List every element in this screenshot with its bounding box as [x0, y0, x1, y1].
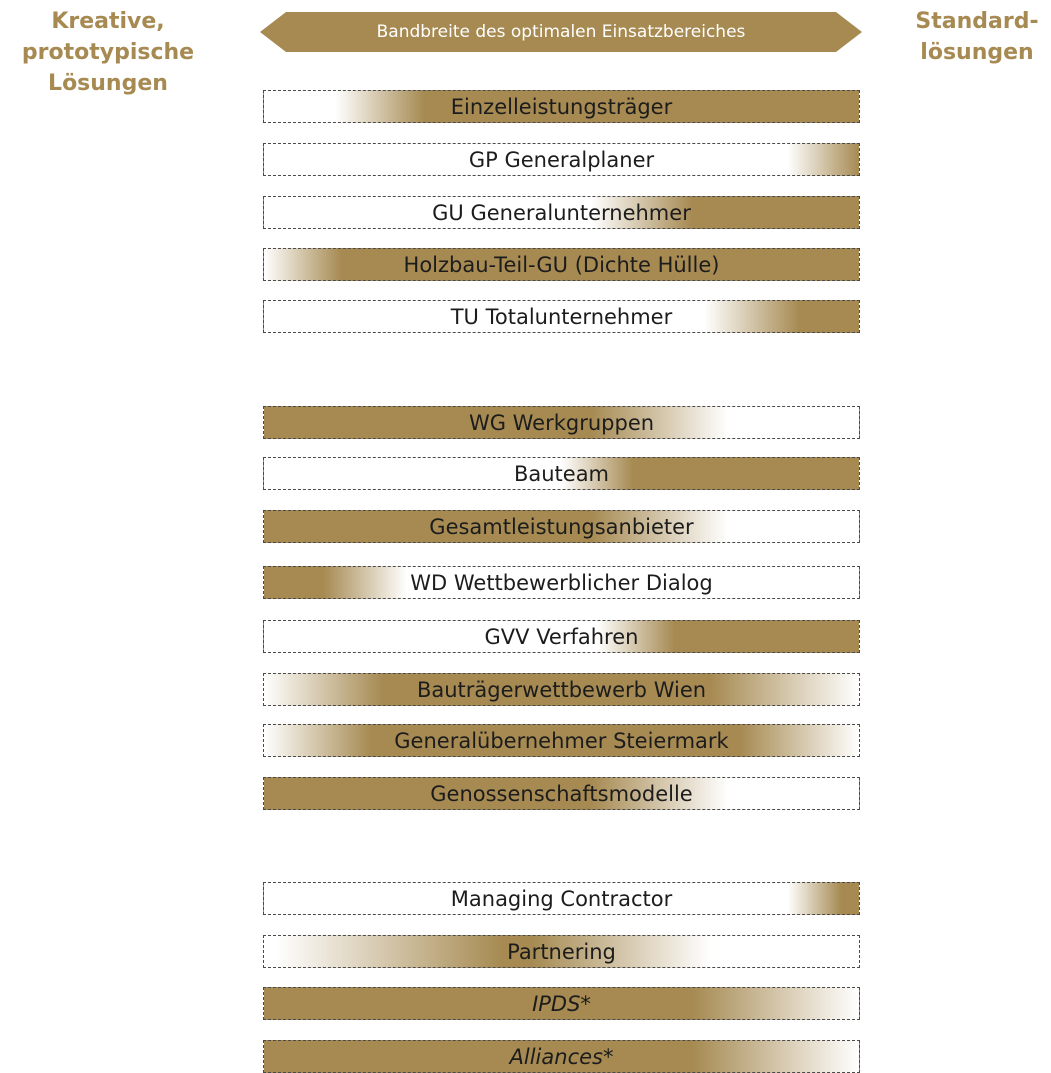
bar-label: Holzbau-Teil-GU (Dichte Hülle) [403, 252, 720, 277]
bar-item [263, 90, 860, 123]
bar-item [263, 300, 860, 333]
bar-item [263, 510, 860, 543]
bar-label: Einzelleistungsträger [450, 94, 673, 119]
bar-label: Managing Contractor [450, 886, 673, 911]
bar-item [263, 566, 860, 599]
band-label: Bandbreite des optimalen Einsatzbereiches [376, 22, 746, 42]
bar-label: Bauträgerwettbewerb Wien [416, 677, 707, 702]
bar-label: Partnering [507, 939, 616, 964]
bar-item [263, 935, 860, 968]
left-label-line-1: Kreative, [51, 9, 165, 34]
bar-label: Generalübernehmer Steiermark [394, 728, 729, 753]
left-label-line-2: prototypische [21, 40, 195, 65]
bar-label: IPDS* [532, 991, 591, 1016]
bar-label: GVV Verfahren [484, 624, 639, 649]
bar-item [263, 143, 860, 176]
bar-label: WD Wettbewerblicher Dialog [410, 570, 713, 595]
left-label-line-3: Lösungen [48, 71, 168, 96]
bar-item [263, 1040, 860, 1073]
bar-label: TU Totalunternehmer [450, 304, 673, 329]
bar-item [263, 673, 860, 706]
bar-label: GP Generalplaner [468, 147, 655, 172]
bar-item [263, 457, 860, 490]
bar-label: WG Werkgruppen [468, 410, 655, 435]
bar-item [263, 196, 860, 229]
bar-item [263, 620, 860, 653]
bar-item [263, 882, 860, 915]
bar-label: GU Generalunternehmer [432, 200, 691, 225]
right-label-line-1: Standard- [915, 9, 1039, 34]
bar-item [263, 724, 860, 757]
bar-label: Genossenschaftsmodelle [430, 781, 693, 806]
bar-label: Alliances* [509, 1044, 614, 1069]
bar-label: Gesamtleistungsanbieter [429, 514, 694, 539]
bar-item [263, 987, 860, 1020]
bar-item [263, 406, 860, 439]
right-label-line-2: lösungen [920, 40, 1034, 65]
bar-item [263, 248, 860, 281]
bar-item [263, 777, 860, 810]
bar-label: Bauteam [513, 461, 610, 486]
